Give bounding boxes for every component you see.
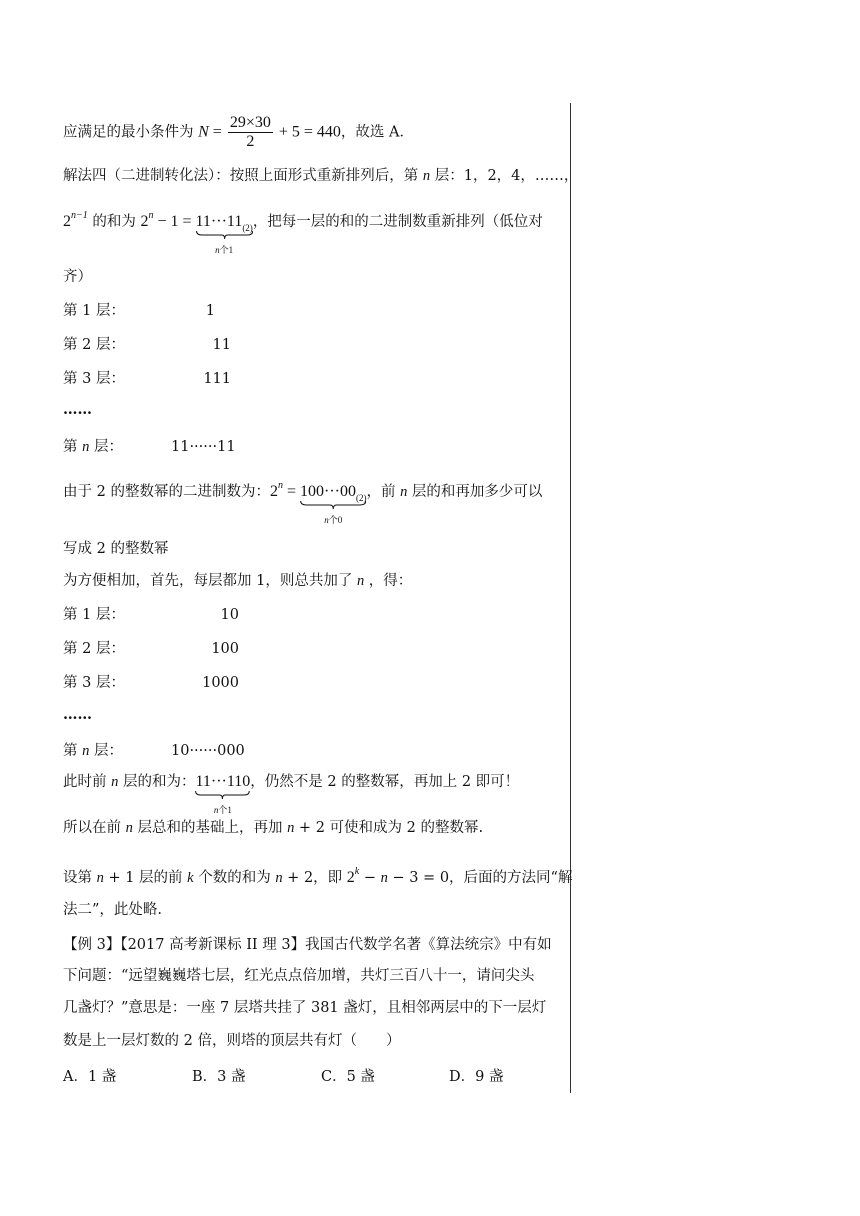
- text: 层：1，2，4，……，: [430, 168, 579, 184]
- layer-row: [63, 673, 239, 693]
- layer-row-n: [63, 437, 236, 457]
- layer-row: [63, 605, 239, 625]
- text: 由于 2 的整数幂的二进制数为：: [63, 484, 270, 500]
- power: [346, 866, 360, 886]
- var-k: k: [187, 870, 194, 886]
- fraction-denominator: 2: [246, 133, 255, 150]
- layer-value: 1000: [202, 675, 239, 691]
- caption: 个1: [219, 245, 234, 255]
- underbrace-caption: [195, 800, 250, 820]
- exponent: k: [354, 866, 360, 877]
- exponent: n−1: [71, 210, 88, 221]
- layer-label: 第 2 层：: [63, 337, 125, 353]
- text: − 3 = 0，后面的方法同“解: [387, 870, 573, 886]
- text-line: 数是上一层灯数的 2 倍，则塔的顶层共有灯（ ）: [63, 1033, 401, 1049]
- text: ，仍然不是 2 的整数幂，再加上 2 即可！: [250, 774, 520, 790]
- layer-label: 第 3 层：: [63, 675, 125, 691]
- layer-value: 111: [203, 371, 231, 387]
- brace-icon: [196, 231, 253, 239]
- var-n: n: [111, 774, 119, 790]
- text-line: [63, 862, 572, 888]
- text: 的和为: [87, 214, 141, 230]
- caption: 个0: [328, 515, 343, 525]
- expr: − 1 =: [153, 213, 196, 230]
- layer-label: 层：: [89, 439, 123, 455]
- text: 所以在前: [63, 820, 126, 836]
- text: 层的和为：: [118, 774, 196, 790]
- column-divider: [570, 103, 571, 1093]
- exponent: n: [277, 480, 283, 491]
- layer-label: 第 1 层：: [63, 303, 125, 319]
- layer-value: 10: [220, 607, 239, 623]
- layer-label: 第 1 层：: [63, 607, 125, 623]
- text-line: 齐）: [63, 269, 92, 285]
- var-n: n: [82, 439, 90, 455]
- var-n: n: [380, 870, 388, 886]
- option-c: C．5 盏: [321, 1069, 375, 1085]
- exponent: n: [148, 210, 154, 221]
- power: [140, 210, 154, 230]
- text: ，故选 A．: [340, 124, 414, 141]
- underbrace-caption: [196, 240, 253, 260]
- option-a: A．1 盏: [63, 1069, 117, 1085]
- var-n: n: [400, 484, 408, 500]
- layer-value: 11: [212, 337, 231, 353]
- text: 设第: [63, 870, 97, 886]
- underbrace-caption: [300, 510, 366, 530]
- power: [63, 210, 88, 230]
- text-line: 下问题：“远望巍巍塔七层，红光点点倍加增，共灯三百八十一，请问尖头: [63, 968, 535, 984]
- base: 2: [346, 869, 355, 886]
- radix: (2): [355, 493, 367, 503]
- var-n: n: [125, 820, 133, 836]
- layer-row: [63, 301, 215, 321]
- underbrace-ones: [195, 212, 253, 255]
- layer-label: 层：: [89, 743, 123, 759]
- text: + 2 可使和成为 2 的整数幂.: [294, 820, 484, 836]
- fraction: [228, 114, 273, 151]
- text: ，把每一层的和的二进制数重新排列（低位对: [252, 214, 543, 230]
- var-n: n: [82, 743, 90, 759]
- text: 个数的和为: [193, 870, 276, 886]
- binary-sum-line: [63, 206, 543, 255]
- underbrace-zeros: [299, 482, 367, 525]
- power: [269, 480, 283, 500]
- text-line: 写成 2 的整数幂: [63, 541, 169, 557]
- sum-line: [63, 772, 520, 815]
- underbrace-ones: [195, 772, 251, 815]
- text: 第: [63, 439, 83, 455]
- text: 此时前: [63, 774, 112, 790]
- method-four-heading: [63, 166, 578, 186]
- power-of-two-line: [63, 476, 543, 525]
- text: 层的和再加多少可以: [407, 484, 543, 500]
- layer-row: [63, 335, 231, 355]
- layer-row-n: [63, 741, 245, 761]
- text: 解法四（二进制转化法）：按照上面形式重新排列后，第: [63, 168, 423, 184]
- base: 2: [63, 213, 71, 230]
- var-n: n: [215, 245, 220, 255]
- text: 层总和的基础上，再加: [132, 820, 288, 836]
- option-b: B．3 盏: [192, 1069, 246, 1085]
- var-n: n: [356, 573, 365, 589]
- eq: =: [208, 123, 226, 141]
- text: 第: [63, 743, 83, 759]
- layer-label: 第 3 层：: [63, 371, 125, 387]
- var-n: n: [324, 515, 329, 525]
- var-n: n: [275, 870, 283, 886]
- text: ，前: [366, 484, 401, 500]
- digits: 100···00: [299, 483, 356, 500]
- expr: + 5 = 440: [274, 123, 341, 141]
- caption: 个1: [218, 805, 232, 815]
- base: 2: [269, 483, 278, 500]
- layer-value: 100: [211, 641, 239, 657]
- var-n: n: [96, 870, 104, 886]
- layer-value: 10······000: [171, 743, 245, 759]
- digits: 11···110: [195, 773, 251, 790]
- text-line: [63, 818, 483, 838]
- layer-value: 11······11: [171, 439, 236, 455]
- min-condition-line: [63, 114, 414, 151]
- ellipsis: ……: [63, 706, 92, 723]
- var-N: N: [198, 123, 209, 141]
- text-line: [63, 571, 412, 591]
- layer-row: [63, 369, 231, 389]
- ellipsis: ……: [63, 401, 92, 418]
- option-d: D．9 盏: [449, 1069, 504, 1085]
- text: ，得：: [364, 573, 413, 589]
- text-line: 法二”，此处略.: [63, 902, 163, 918]
- var-n: n: [287, 820, 295, 836]
- eq: =: [282, 483, 300, 500]
- var-n: n: [422, 168, 431, 184]
- text: + 2，即: [282, 870, 347, 886]
- layer-value: 1: [205, 303, 215, 319]
- text-line: 几盏灯？”意思是：一座 7 层塔共挂了 381 盏灯，且相邻两层中的下一层灯: [63, 1000, 547, 1016]
- layer-label: 第 2 层：: [63, 641, 125, 657]
- brace-icon: [300, 501, 366, 509]
- var-n: n: [213, 805, 219, 815]
- radix: (2): [242, 223, 253, 233]
- base: 2: [140, 213, 149, 230]
- text: 应满足的最小条件为: [63, 124, 194, 141]
- brace-icon: [195, 791, 250, 799]
- example-heading: 【例 3】【2017 高考新课标 II 理 3】我国古代数学名著《算法统宗》中有如: [63, 937, 552, 953]
- digits: 11···11: [195, 213, 243, 230]
- layer-row: [63, 639, 239, 659]
- fraction-numerator: 29×30: [229, 114, 271, 131]
- text: 为方便相加，首先，每层都加 1，则总共加了: [63, 573, 357, 589]
- text: + 1 层的前: [103, 870, 188, 886]
- text: −: [359, 870, 381, 886]
